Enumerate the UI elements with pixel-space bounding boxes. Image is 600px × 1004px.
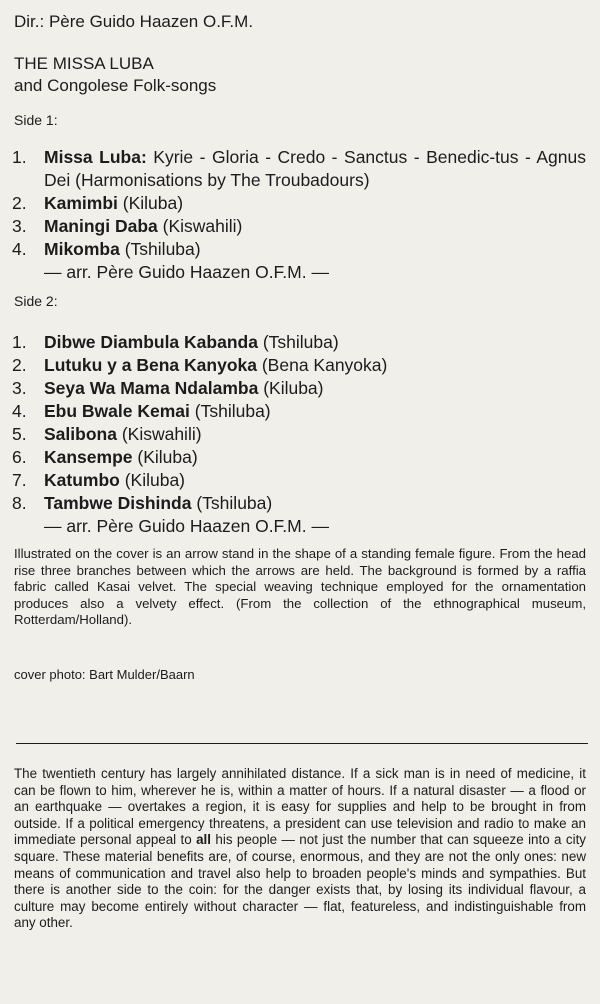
track-item [12,238,586,261]
track-language: (Kiswahili) [162,216,243,236]
director-credit: Dir.: Père Guido Haazen O.F.M. [14,12,254,31]
track-number: 8. [12,493,27,513]
essay-text-part1: The twentieth century has largely annihilated distance. If a sick man is in need of medicine, it can be flown to him, wherever he is, within a matter of hours. If a natural disaster — a flood or an earthquake — overtakes a region, it is easy for supplies and help to be brought in from outside. If a political emergency threatens, a president can use television and radio to make an immediate personal appeal to [14,766,586,848]
track-title: Mikomba [44,239,120,259]
track-title: Maningi Daba [44,216,158,236]
track-item [12,400,586,423]
essay-text-part2: his people — not just the number that can squeeze into a city square. These material benefits are, of course, enormous, and they are not the only ones: new means of communication and travel also help to broaden people's minds and sympathies. But there is another side to the coin: for the danger exists that, by losing its individual flavour, a culture may become entirely without character — flat, featureless, and indistinguishable from any other. [14,832,586,931]
track-item [12,423,586,446]
track-title: Katumbo [44,470,120,490]
track-item [12,146,586,192]
track-number: 7. [12,470,27,490]
side2-arranger: — arr. Père Guido Haazen O.F.M. — [44,516,329,536]
track-language: (Kiluba) [263,378,324,398]
track-number: 6. [12,447,27,467]
track-item [12,354,586,377]
track-language: (Kiluba) [124,470,186,490]
track-number: 3. [12,378,27,398]
side1-label: Side 1: [14,112,58,128]
track-item [12,492,586,515]
essay-emphasis: all [196,832,211,848]
track-item [12,331,586,354]
track-title: Ebu Bwale Kemai [44,401,190,421]
track-number: 5. [12,424,27,444]
track-number: 1. [12,332,27,352]
essay-paragraph [14,766,586,932]
track-item [12,192,586,215]
side1-arranger: — arr. Père Guido Haazen O.F.M. — [44,262,329,282]
track-number: 2. [12,355,27,375]
track-number: 4. [12,401,27,421]
track-language: (Tshiluba) [194,401,271,421]
track-number: 3. [12,216,27,236]
track-title: Dibwe Diambula Kabanda [44,332,258,352]
side2-label: Side 2: [14,293,58,309]
track-item [12,469,586,492]
track-item [12,215,586,238]
track-title: Kansempe [44,447,133,467]
track-title: Missa Luba: [44,147,147,167]
track-title: Seya Wa Mama Ndalamba [44,378,259,398]
album-title-sub: and Congolese Folk-songs [14,76,217,95]
track-language: (Tshiluba) [124,239,201,259]
album-title-main: THE MISSA LUBA [14,54,154,73]
track-language: (Bena Kanyoka) [261,355,388,375]
side2-tracklist [12,331,586,538]
track-number: 2. [12,193,27,213]
album-title [14,53,216,97]
side1-tracklist [12,146,586,284]
track-language: (Kiswahili) [121,424,202,444]
track-title: Tambwe Dishinda [44,493,192,513]
track-item [12,377,586,400]
track-language: (Tshiluba) [262,332,339,352]
track-language: (Kiluba) [137,447,198,467]
cover-photo-credit: cover photo: Bart Mulder/Baarn [14,667,195,682]
track-number: 1. [12,147,27,167]
track-number: 4. [12,239,27,259]
track-title: Lutuku y a Bena Kanyoka [44,355,257,375]
track-item [12,446,586,469]
divider [16,743,588,744]
cover-description: Illustrated on the cover is an arrow stand in the shape of a standing female figure. From the head rise three branches between which the arrows are held. The background is formed by a raffia fabric called Kasai velvet. The special weaving technique employed for the ornamentation produces also a velvety effect. (From the collection of the ethnographical museum, Rotterdam/Holland). [14,546,586,627]
track-title: Salibona [44,424,117,444]
track-title: Kamimbi [44,193,118,213]
track-language: (Kiluba) [122,193,184,213]
track-language: (Tshiluba) [196,493,273,513]
track-description: Kyrie - Gloria - Credo - Sanctus - Benedic-tus - Agnus Dei (Harmonisations by The Troubadours) [44,147,586,190]
